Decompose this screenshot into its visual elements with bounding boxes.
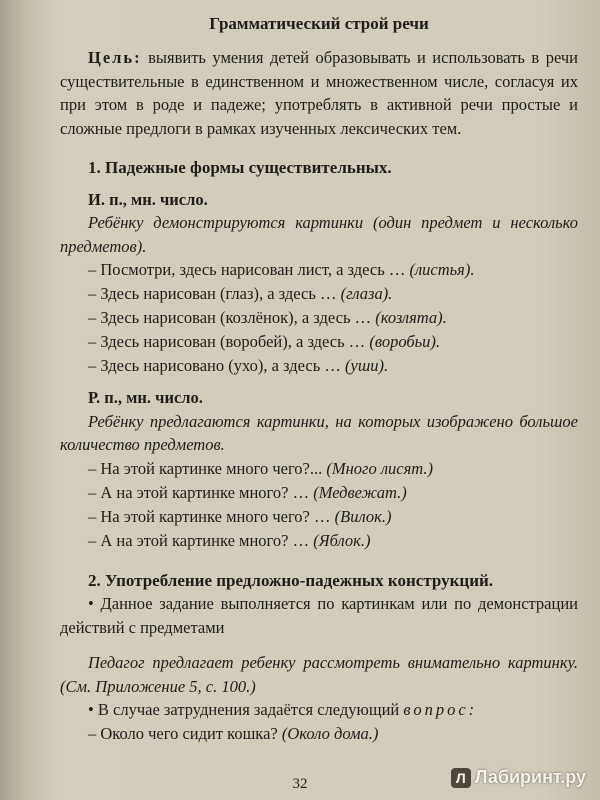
- section2-instruction: Педагог предлагает ребенку рассмотреть внимательно картинку. (См. Приложение 5, с. 100.): [60, 653, 578, 696]
- list-item: – На этой картинке много чего? … (Вилок.): [88, 506, 392, 526]
- list-item: – Посмотри, здесь нарисован лист, а здесь … (листья).: [88, 260, 475, 279]
- watermark: [451, 767, 586, 788]
- list-item: – Здесь нарисован (воробей), а здесь … (воробьи).: [88, 332, 441, 351]
- section2-bullet2: • В случае затруднения задаётся следующий вопрос:: [88, 700, 478, 719]
- sub2-instruction: Ребёнку предлагаются картинки, на которых изображено большое количество предметов.: [60, 411, 578, 454]
- section2-bullet1: • Данное задание выполняется по картинкам или по демонстрации действий с предметами: [60, 594, 578, 637]
- section2-heading: 2. Употребление предложно-падежных конструкций.: [88, 570, 494, 590]
- list-item: – А на этой картинке много? … (Медвежат.): [88, 482, 407, 502]
- goal-text: выявить умения детей образовывать и использовать в речи существительные в единственном и множественном числе, согласуя их при этом в роде и падеже; употреблять в активной речи простые и сложные предлоги в рамках изученных лексических тем.: [60, 48, 578, 138]
- list-item: – На этой картинке много чего?... (Много лисят.): [88, 458, 434, 478]
- section1-heading: 1. Падежные формы существительных.: [88, 158, 392, 177]
- list-item: – Здесь нарисовано (ухо), а здесь … (уши).: [88, 356, 389, 375]
- sub1-instruction: Ребёнку демонстрируются картинки (один предмет и несколько предметов).: [60, 213, 578, 256]
- list-item: – Здесь нарисован (глаз), а здесь … (глаза).: [88, 284, 393, 303]
- section2-question: – Около чего сидит кошка? (Около дома.): [88, 724, 379, 743]
- watermark-text: Лабиринт.ру: [474, 767, 586, 787]
- section1-sub2-heading: Р. п., мн. число.: [88, 388, 203, 407]
- labirint-logo-icon: Л: [451, 768, 471, 788]
- page-content: [60, 14, 578, 746]
- list-item: – А на этой картинке много? … (Яблок.): [88, 530, 371, 550]
- page-number: 32: [292, 776, 308, 792]
- goal-label: Цель:: [88, 48, 142, 67]
- list-item: – Здесь нарисован (козлёнок), а здесь … (козлята).: [88, 308, 447, 327]
- goal-paragraph: [60, 46, 578, 140]
- page-title: Грамматический строй речи: [209, 14, 429, 33]
- section1-sub1-heading: И. п., мн. число.: [88, 189, 208, 209]
